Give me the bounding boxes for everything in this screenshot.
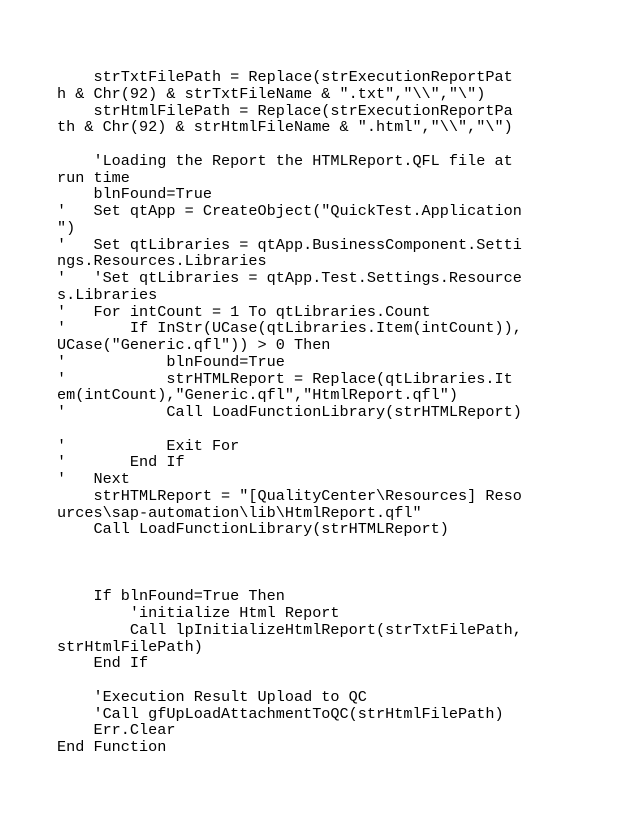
code-listing [57, 69, 587, 756]
code-line: ' Call LoadFunctionLibrary(strHTMLReport) [57, 403, 522, 421]
code-line: ngs.Resources.Libraries [57, 252, 267, 271]
code-line: urces\sap-automation\lib\HtmlReport.qfl" [57, 503, 422, 522]
code-line: strHtmlFilePath) [57, 637, 203, 656]
code-line: 'initialize Html Report [57, 604, 340, 622]
code-line: Call lpInitializeHtmlReport(strTxtFilePath, [57, 620, 522, 639]
code-line: If blnFound=True Then [57, 587, 285, 606]
code-line [57, 421, 587, 438]
code-line: blnFound=True [57, 185, 212, 204]
code-line: ' 'Set qtLibraries = qtApp.Test.Settings.Resource [57, 269, 522, 287]
code-line: End Function [57, 738, 167, 756]
code-line: 'Call gfUpLoadAttachmentToQC(strHtmlFilePath) [57, 704, 504, 723]
code-line: th & Chr(92) & strHtmlFileName & ".html","\\","\") [57, 118, 513, 137]
code-line: ' blnFound=True [57, 352, 285, 371]
code-line: s.Libraries [57, 285, 158, 304]
code-line: 'Execution Result Upload to QC [57, 687, 367, 706]
code-line: em(intCount),"Generic.qfl","HtmlReport.qfl") [57, 386, 459, 405]
code-line: Err.Clear [57, 721, 176, 740]
code-line: ' strHTMLReport = Replace(qtLibraries.It [57, 369, 513, 388]
code-line: UCase("Generic.qfl")) > 0 Then [57, 336, 331, 354]
code-line: ' Exit For [57, 436, 240, 455]
code-line: strTxtFilePath = Replace(strExecutionReportPat [57, 68, 513, 86]
code-line [57, 672, 587, 689]
code-line [57, 555, 587, 572]
code-line: 'Loading the Report the HTMLReport.QFL file at [57, 151, 513, 170]
code-line [57, 572, 587, 589]
code-line: h & Chr(92) & strTxtFileName & ".txt","\\","\") [57, 84, 486, 103]
code-line: ' For intCount = 1 To qtLibraries.Count [57, 302, 431, 321]
code-line [57, 538, 587, 555]
code-line: Call LoadFunctionLibrary(strHTMLReport) [57, 520, 449, 539]
code-line: strHTMLReport = "[QualityCenter\Resources] Reso [57, 486, 522, 505]
code-line: ' Set qtLibraries = qtApp.BusinessComponent.Setti [57, 235, 522, 254]
code-line: ' Next [57, 470, 130, 488]
code-line: ' If InStr(UCase(qtLibraries.Item(intCount)), [57, 319, 522, 338]
code-line: ' End If [57, 453, 185, 472]
code-line: strHtmlFilePath = Replace(strExecutionReportPa [57, 101, 513, 120]
code-line: End If [57, 654, 149, 673]
code-line: ") [57, 218, 76, 237]
code-line [57, 136, 587, 153]
code-line: ' Set qtApp = CreateObject("QuickTest.Application [57, 202, 522, 220]
code-line: run time [57, 168, 130, 187]
